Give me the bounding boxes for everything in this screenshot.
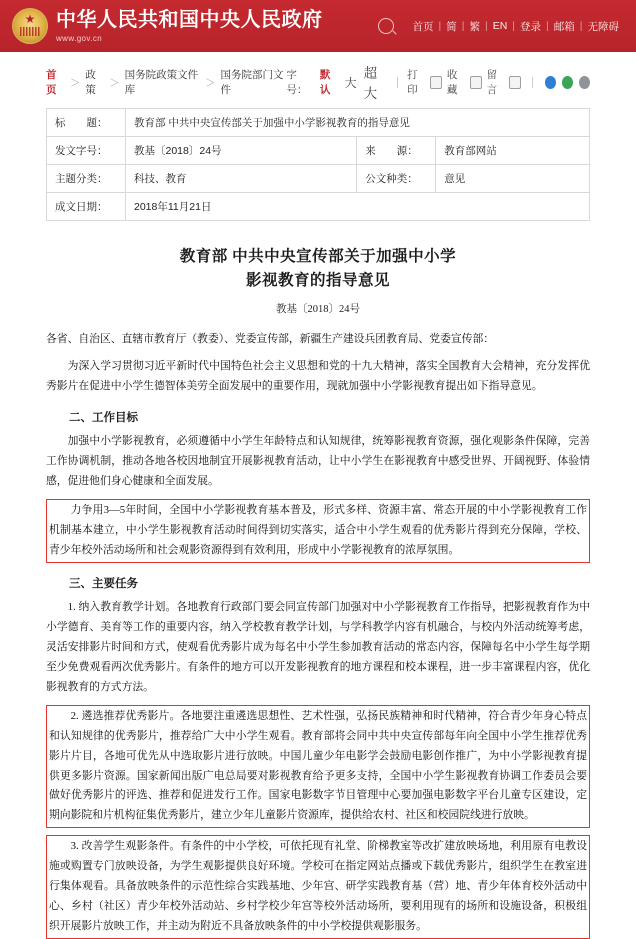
nav-home[interactable]: 首页	[412, 20, 434, 33]
meta-key-issuing-number: 发文字号：	[47, 137, 126, 165]
nav-traditional[interactable]: 繁	[469, 20, 480, 33]
search-icon[interactable]	[378, 18, 394, 34]
task-paragraph-2-highlighted: 2. 遴选推荐优秀影片。各地要注重遴选思想性、艺术性强，弘扬民族精神和时代精神，符合青少年身心特点和认知规律的优秀影片，推荐给广大中小学生观看。教育部将会同中共中央宣传部每年向全国中小学生推荐优秀影片片目，各地可优先从中选取影片进行放映。中国儿童少年电影学会鼓励电影创作推广，为中小学影视教育提供更多影片资源。国家新闻出版广电总局要对影视教育给予更多支持，全国中小学生影视教育协调工作委员会要做好优秀影片的评选、推荐和促进发行工作。国家电影数字节目管理中心要加强电影数字平台儿童专区建设，定期向影院和片机构征集优秀影片，建立少年儿童影片资源库，提供给农村、社区和校园院线进行放映。	[46, 705, 590, 829]
breadcrumb-arrow-2: ＞	[109, 76, 120, 89]
breadcrumb-arrow-1: ＞	[69, 76, 81, 89]
site-header	[0, 0, 636, 52]
section-heading-tasks: 三、主要任务	[69, 577, 138, 590]
nav-english[interactable]: EN	[492, 20, 508, 32]
collect-label[interactable]: 收藏	[446, 69, 458, 96]
breadcrumb-arrow-3: ＞	[204, 76, 216, 89]
breadcrumb-item-dept-docs[interactable]: 国务院部门文件	[220, 69, 284, 96]
meta-value-issuing-number: 教基〔2018〕24号	[126, 137, 357, 165]
breadcrumb-item-policy[interactable]: 政策	[85, 69, 96, 96]
page-title	[46, 245, 590, 293]
nav-login[interactable]: 登录	[520, 20, 542, 33]
nav-sep-3: |	[484, 20, 488, 32]
tools-divider-2	[532, 77, 533, 88]
national-emblem-icon	[12, 8, 48, 44]
page-content	[0, 52, 636, 939]
document-meta-table	[46, 108, 590, 221]
meta-key-doc-type: 公文种类：	[357, 165, 436, 193]
share-green-icon[interactable]	[562, 76, 573, 89]
table-row	[47, 137, 590, 165]
meta-value-category: 科技、教育	[126, 165, 357, 193]
document-recipient: 各省、自治区、直辖市教育厅（教委）、党委宣传部，新疆生产建设兵团教育局、党委宣传部：	[46, 333, 495, 346]
nav-sep-1: |	[438, 20, 442, 32]
table-row	[47, 193, 590, 221]
meta-value-doc-type: 意见	[436, 165, 590, 193]
meta-key-date: 成文日期：	[47, 193, 126, 221]
section-goals-paragraph-1: 加强中小学影视教育，必须遵循中小学生年龄特点和认知规律，统筹影视教育资源，强化观影条件保障，完善工作协调机制，推动各地各校因地制宜开展影视教育活动，让中小学生在影视教育中感受世界、开阔视野、体验情感，促进他们身心健康和全面发展。	[46, 434, 590, 487]
document-number: 教基〔2018〕24号	[276, 304, 360, 316]
section-goals-paragraph-2-highlighted: 力争用3—5年时间，全国中小学影视教育基本普及，形式多样、资源丰富、常态开展的中小学影视教育工作机制基本建立，中小学生影视教育活动时间得到切实落实，适合中小学生观看的优秀影片得到充分保障，学校、青少年校外活动场所和社会观影资源得到有效利用，形成中小学影视教育的浓厚氛围。	[46, 499, 590, 563]
comment-label[interactable]: 留言	[486, 69, 498, 96]
nav-accessibility[interactable]: 无障碍	[587, 20, 619, 33]
fontsize-label: 字号：	[286, 69, 308, 96]
fontsize-large-button[interactable]: 大	[344, 75, 357, 90]
meta-key-source: 来 源：	[357, 137, 436, 165]
nav-sep-5: |	[546, 20, 549, 32]
meta-value-title: 教育部 中共中央宣传部关于加强中小学影视教育的指导意见	[126, 109, 590, 137]
nav-mail[interactable]: 邮箱	[553, 20, 575, 33]
nav-sep-6: |	[579, 20, 583, 32]
task-paragraph-1: 1. 纳入教育教学计划。各地教育行政部门要会同宣传部门加强对中小学影视教育工作指导，把影视教育作为中小学德育、美育等工作的重要内容，纳入学校教育教学计划，与学科教学内容有机融合，与校内外活动统筹考虑，灵活安排影片时间和方式，使观看优秀影片成为每名中小学生参加教育活动的常态内容，保障每名中小学生每学期至少免费观看两次优秀影片。有条件的地方可以开发影视教育的地方课程和校本课程，进一步丰富课程内容，优化影视教育的方式方法。	[46, 600, 590, 693]
fontsize-default-button[interactable]: 默认	[319, 69, 331, 96]
document-intro: 为深入学习贯彻习近平新时代中国特色社会主义思想和党的十九大精神，落实全国教育大会精神，充分发挥优秀影片在促进中小学生德智体美劳全面发展中的重要作用，现就加强中小学影视教育提出如下指导意见。	[46, 360, 590, 392]
document-tools	[286, 62, 590, 102]
nav-sep-4: |	[512, 20, 516, 32]
section-heading-goals: 二、工作目标	[69, 411, 138, 424]
site-brand[interactable]	[56, 10, 323, 43]
share-blue-icon[interactable]	[545, 76, 556, 89]
nav-simplified[interactable]: 简	[446, 20, 457, 33]
comment-icon[interactable]	[509, 76, 521, 89]
print-label[interactable]: 打印	[407, 69, 418, 96]
site-title: 中华人民共和国中央人民政府	[56, 8, 323, 31]
fontsize-xlarge-button[interactable]: 超大	[363, 66, 378, 101]
printer-icon[interactable]	[430, 76, 442, 89]
breadcrumb-item-home[interactable]: 首页	[46, 69, 57, 96]
breadcrumb-item-policy-library[interactable]: 国务院政策文件库	[124, 69, 199, 96]
header-nav	[378, 18, 625, 34]
table-row	[47, 165, 590, 193]
meta-value-source: 教育部网站	[436, 137, 590, 165]
page-title-line-2: 影视教育的指导意见	[245, 272, 390, 290]
site-domain: www.gov.cn	[56, 33, 103, 43]
breadcrumb	[46, 52, 590, 108]
meta-value-date: 2018年11月21日	[126, 193, 590, 221]
task-paragraph-3-highlighted: 3. 改善学生观影条件。有条件的中小学校，可依托现有礼堂、阶梯教室等改扩建放映场地，利用原有电教设施或购置专门放映设备，为学生观影提供良好环境。学校可在指定网站点播或下载优秀影片，组织学生在教室进行集体观看。具备放映条件的示范性综合实践基地、少年宫、研学实践教育基（营）地、青少年体育校外活动中心、乡村（社区）青少年校外活动站、乡村学校少年宫等校外活动场所，要利用现有的场所和设施设备，积极组织开展影片放映工作，并主动为附近不具备放映条件的中小学校提供观影服务。	[46, 835, 590, 939]
meta-key-title: 标 题：	[47, 109, 126, 137]
star-icon[interactable]	[470, 76, 482, 89]
meta-key-category: 主题分类：	[47, 165, 126, 193]
page-title-line-1: 教育部 中共中央宣传部关于加强中小学	[179, 248, 457, 265]
share-grey-icon[interactable]	[579, 76, 590, 89]
document-body	[46, 221, 590, 939]
tools-divider-1	[397, 77, 398, 88]
nav-sep-2: |	[461, 20, 465, 32]
table-row	[47, 109, 590, 137]
